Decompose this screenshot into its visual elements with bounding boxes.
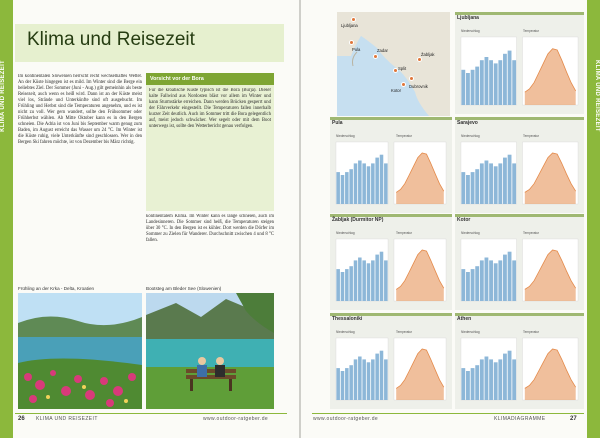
precip-bar xyxy=(354,359,358,400)
info-box-title: Vorsicht vor der Bora xyxy=(146,73,274,85)
precip-bar xyxy=(489,60,493,105)
map-label-split: Split xyxy=(398,66,407,71)
precip-bar xyxy=(480,359,484,400)
panel-label-b: Temperatur xyxy=(396,134,413,138)
panel-label-a: Niederschlag xyxy=(461,134,480,138)
precip-bar xyxy=(371,359,375,400)
climate-panel-ljubljana xyxy=(455,12,584,114)
precip-bar xyxy=(375,255,379,301)
precip-bar xyxy=(494,263,498,301)
map-label-pula: Pula xyxy=(352,47,361,52)
text-column-1: Im kontinentalen Slowenien herrscht recht wechselhaftes Wetter. An der Küste hingegen ist es mild. Im Winter sind die Berge ein beliebtes Ziel. Der Sommer (Juni - Aug.) gilt gemeinhin als beste Reisezeit, auch wenn es heiß wird. Dann ist an der Küste meist viel los, Strände und Unterkünfte sind oft ausgebucht. Im Frühling und Herbst sind die Temperaturen angenehm, und es ist nicht zu voll. Wer gern wandert, sollte den Frühsommer oder Frühherbst wählen. Ab Mitte Oktober kann es in den Bergen schneien. Die Adria ist von Juni bis September warm genug zum Baden, im August erreicht das Wasser um 24 °C. Im Winter ist die Küste ruhig, viele Unterkünfte sind geschlossen. Wer in den Bergen Ski fahren möchte, ist von Dezember bis März richtig. xyxy=(18,74,142,145)
panel-title: Žabljak (Durmitor NP) xyxy=(332,217,384,223)
precip-bar xyxy=(345,172,349,204)
right-footer-line xyxy=(312,413,584,414)
precip-bar xyxy=(461,172,465,204)
precip-bar xyxy=(471,368,475,400)
precip-bar xyxy=(466,371,470,400)
map-dot-ljubljana xyxy=(351,17,356,22)
precip-bar xyxy=(345,269,349,301)
precip-bar xyxy=(371,260,375,301)
precip-bar xyxy=(461,269,465,301)
left-footer-url: www.outdoor-ratgeber.de xyxy=(203,416,269,422)
panel-title: Thessaloniki xyxy=(332,316,363,322)
panel-charts xyxy=(455,35,584,113)
panel-charts xyxy=(455,336,584,408)
precip-bar xyxy=(498,260,502,301)
precip-bar xyxy=(341,272,345,301)
panel-label-a: Niederschlag xyxy=(336,134,355,138)
precip-bar xyxy=(498,60,502,105)
panel-label-b: Temperatur xyxy=(396,231,413,235)
precip-bar xyxy=(508,155,512,204)
precip-bar xyxy=(336,172,340,204)
panel-label-b: Temperatur xyxy=(523,134,540,138)
left-footer-line xyxy=(15,413,287,414)
precip-bar xyxy=(471,269,475,301)
precip-bar xyxy=(512,260,516,301)
caption-2: Bootsteg am Bleder See (Slowenien) xyxy=(146,286,222,291)
map-label-zadar: Zadar xyxy=(377,48,388,53)
precip-bar xyxy=(358,161,362,205)
panel-charts xyxy=(330,140,452,212)
precip-bar xyxy=(461,70,465,105)
info-box-text: Für die kroatische Küste typisch ist die Bora (Burja). Dieser kalte Fallwind aus Nordosten bläst vor allem im Winter und kann Sturmstärke erreichen. Dann werden Brücken gesperrt und der Fährverkehr eingestellt. Die Temperaturen fallen innerhalb kurzer Zeit deutlich. Auch im Sommer tritt die Bora gelegentlich auf, meist jedoch schwächer. Wer segelt oder mit dem Boot unterwegs ist, sollte den Wetterbericht genau verfolgen. xyxy=(149,88,271,129)
right-side-label: KLIMA UND REISEZEIT xyxy=(594,60,600,132)
region-map xyxy=(337,12,450,116)
precip-bar xyxy=(475,67,479,105)
precip-bar xyxy=(489,260,493,301)
precip-bar xyxy=(367,166,371,204)
precip-bar xyxy=(362,260,366,301)
precip-bar xyxy=(375,158,379,204)
precip-bar xyxy=(512,163,516,204)
precip-bar xyxy=(466,73,470,105)
precip-bar xyxy=(489,359,493,400)
left-side-tab xyxy=(0,0,13,438)
precip-bar xyxy=(341,371,345,400)
map-dot-pula xyxy=(349,40,354,45)
precip-bar xyxy=(485,161,489,205)
precip-bar xyxy=(508,51,512,105)
map-dot-zabljak xyxy=(417,57,422,62)
page-title: Klima und Reisezeit xyxy=(27,29,195,50)
map-label-ljubljana: Ljubljana xyxy=(341,23,358,28)
precip-bar xyxy=(494,63,498,105)
map-dot-zadar xyxy=(373,54,378,59)
panel-label-b: Temperatur xyxy=(523,29,540,33)
precip-bar xyxy=(508,351,512,400)
right-side-tab xyxy=(587,0,600,438)
precip-bar xyxy=(503,255,507,301)
map-label-dubrovnik: Dubrovnik xyxy=(409,84,428,89)
precip-bar xyxy=(336,368,340,400)
panel-label-a: Niederschlag xyxy=(461,231,480,235)
left-page xyxy=(0,0,299,438)
precip-bar xyxy=(475,266,479,301)
climate-panel-kotor xyxy=(455,214,584,310)
panel-title: Sarajevo xyxy=(457,120,478,126)
precip-bar xyxy=(358,258,362,302)
precip-bar xyxy=(349,169,353,204)
precip-bar xyxy=(362,359,366,400)
caption-1: Frühling an der Krka - Delta, Kroatien xyxy=(18,286,95,291)
climate-panel-pula xyxy=(330,117,452,213)
precip-bar xyxy=(485,357,489,401)
panel-label-b: Temperatur xyxy=(396,330,413,334)
climate-panel-athen xyxy=(455,313,584,409)
precip-bar xyxy=(367,263,371,301)
right-page-number: 27 xyxy=(570,416,577,422)
precip-bar xyxy=(494,166,498,204)
precip-bar xyxy=(358,357,362,401)
precip-bar xyxy=(336,269,340,301)
precip-bar xyxy=(384,359,388,400)
precip-bar xyxy=(480,260,484,301)
map-label-zabljak: Žabljak xyxy=(421,52,435,57)
left-footer-section: KLIMA UND REISEZEIT xyxy=(36,416,98,422)
precip-bar xyxy=(480,60,484,105)
precip-bar xyxy=(349,365,353,400)
panel-label-a: Niederschlag xyxy=(461,330,480,334)
precip-bar xyxy=(503,158,507,204)
climate-panel-zabljak xyxy=(330,214,452,310)
precip-bar xyxy=(489,163,493,204)
map-dot-dubrovnik xyxy=(409,76,414,81)
precip-bar xyxy=(466,175,470,204)
precip-bar xyxy=(475,169,479,204)
precip-bar xyxy=(498,163,502,204)
precip-bar xyxy=(508,252,512,301)
precip-bar xyxy=(461,368,465,400)
left-page-number: 26 xyxy=(18,416,25,422)
panel-charts xyxy=(330,237,452,309)
precip-bar xyxy=(371,163,375,204)
text-column-3: kontinentalem Klima. Im Winter kann es lange schneien, auch im Landesinneren. Die Sommer sind heiß, die Temperaturen steigen über 30 °C. In den Bergen ist es kühler. Dort werden die Dörfer im Sommer zu Zielen für Wanderer. Durchschnitt zwischen 4 und 8 °C fallen. xyxy=(146,214,274,243)
map-label-kotor: Kotor xyxy=(391,88,402,93)
precip-bar xyxy=(494,362,498,400)
climate-panel-sarajevo xyxy=(455,117,584,213)
precip-bar xyxy=(341,175,345,204)
precip-bar xyxy=(380,351,384,400)
precip-bar xyxy=(345,368,349,400)
panel-title: Athen xyxy=(457,316,472,322)
precip-bar xyxy=(471,70,475,105)
panel-charts xyxy=(455,140,584,212)
right-footer-url: www.outdoor-ratgeber.de xyxy=(313,416,379,422)
precip-bar xyxy=(367,362,371,400)
precip-bar xyxy=(380,155,384,204)
panel-title: Ljubljana xyxy=(457,15,479,21)
precip-bar xyxy=(380,252,384,301)
panel-label-a: Niederschlag xyxy=(461,29,480,33)
panel-title: Pula xyxy=(332,120,343,126)
map-dot-kotor xyxy=(401,82,406,87)
precip-bar xyxy=(512,60,516,105)
precip-bar xyxy=(503,54,507,105)
panel-label-b: Temperatur xyxy=(523,330,540,334)
precip-bar xyxy=(362,163,366,204)
precip-bar xyxy=(498,359,502,400)
precip-bar xyxy=(485,57,489,105)
precip-bar xyxy=(471,172,475,204)
panel-charts xyxy=(330,336,452,408)
photo-lake-bench xyxy=(146,293,274,409)
panel-label-b: Temperatur xyxy=(523,231,540,235)
precip-bar xyxy=(512,359,516,400)
precip-bar xyxy=(466,272,470,301)
precip-bar xyxy=(354,163,358,204)
right-footer-section: KLIMADIAGRAMME xyxy=(494,416,546,422)
panel-charts xyxy=(455,237,584,309)
climate-panel-thessaloniki xyxy=(330,313,452,409)
precip-bar xyxy=(384,260,388,301)
precip-bar xyxy=(349,266,353,301)
panel-label-a: Niederschlag xyxy=(336,330,355,334)
left-side-label: KLIMA UND REISEZEIT xyxy=(0,60,6,132)
precip-bar xyxy=(480,163,484,204)
panel-label-a: Niederschlag xyxy=(336,231,355,235)
precip-bar xyxy=(354,260,358,301)
precip-bar xyxy=(475,365,479,400)
precip-bar xyxy=(375,354,379,400)
precip-bar xyxy=(384,163,388,204)
panel-title: Kotor xyxy=(457,217,471,223)
photo-lake-flowers xyxy=(18,293,142,409)
precip-bar xyxy=(485,258,489,302)
precip-bar xyxy=(503,354,507,400)
